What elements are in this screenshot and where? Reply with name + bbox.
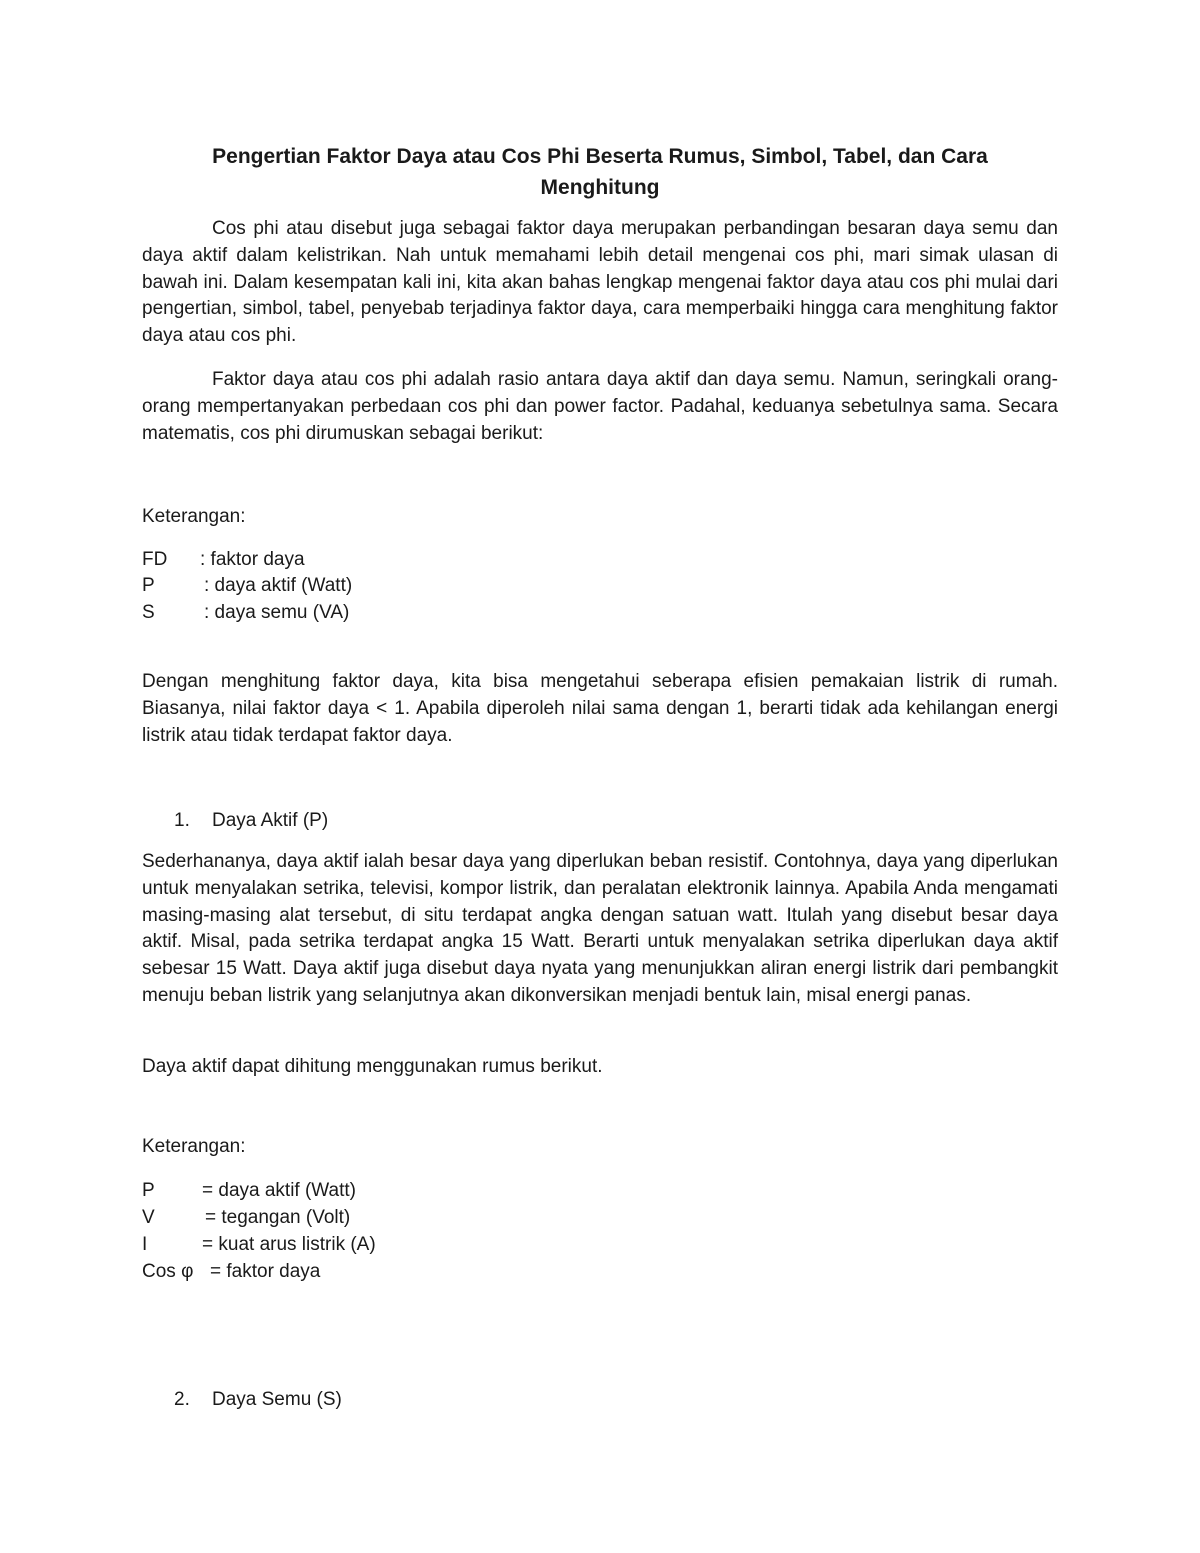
legend-definition: = faktor daya bbox=[210, 1261, 321, 1282]
list-number: 2. bbox=[174, 1389, 190, 1410]
legend-definition: = kuat arus listrik (A) bbox=[202, 1234, 376, 1255]
page-title bbox=[142, 141, 1058, 203]
active-power-paragraph: Sederhananya, daya aktif ialah besar daya yang diperlukan beban resistif. Contohnya, daya yang diperlukan untuk menyalakan setrika, televisi, kompor listrik, dan peralatan elektronik lainnya. Apabila Anda mengamati masing-masing alat tersebut, di situ terdapat angka dengan satuan watt. Itulah yang disebut besar daya aktif. Misal, pada setrika terdapat angka 15 Watt. Berarti untuk menyalakan setrika diperlukan daya aktif sebesar 15 Watt. Daya aktif juga disebut daya nyata yang menunjukkan aliran energi listrik dari pembangkit menuju beban listrik yang selanjutnya akan dikonversikan menjadi bentuk lain, misal energi panas. bbox=[142, 851, 1058, 1006]
legend-definition: : daya semu (VA) bbox=[204, 602, 350, 623]
legend-symbol: Cos φ bbox=[142, 1261, 194, 1282]
legend-symbol: V bbox=[142, 1207, 155, 1228]
section-heading-1 bbox=[174, 808, 328, 834]
section-heading-2 bbox=[174, 1387, 342, 1413]
legend-definition: : faktor daya bbox=[200, 549, 305, 570]
formula-intro: Daya aktif dapat dihitung menggunakan rumus berikut. bbox=[142, 1056, 603, 1077]
legend-symbol: S bbox=[142, 602, 155, 623]
legend-definition: : daya aktif (Watt) bbox=[204, 575, 353, 596]
title-line-1: Pengertian Faktor Daya atau Cos Phi Beserta Rumus, Simbol, Tabel, dan Cara bbox=[212, 145, 988, 168]
legend-definition: = daya aktif (Watt) bbox=[202, 1180, 356, 1201]
keterangan-label-1: Keterangan: bbox=[142, 506, 246, 527]
legend-symbol: FD bbox=[142, 549, 168, 570]
definition-paragraph: Faktor daya atau cos phi adalah rasio antara daya aktif dan daya semu. Namun, seringkali orang-orang mempertanyakan perbedaan cos phi dan power factor. Padahal, keduanya sebetulnya sama. Secara matematis, cos phi dirumuskan sebagai berikut: bbox=[142, 369, 1058, 444]
legend-symbol: P bbox=[142, 1180, 155, 1201]
intro-paragraph: Cos phi atau disebut juga sebagai faktor daya merupakan perbandingan besaran daya semu dan daya aktif dalam kelistrikan. Nah untuk memahami lebih detail mengenai cos phi, mari simak ulasan di bawah ini. Dalam kesempatan kali ini, kita akan bahas lengkap mengenai faktor daya atau cos phi mulai dari pengertian, simbol, tabel, penyebab terjadinya faktor daya, cara memperbaiki hingga cara menghitung faktor daya atau cos phi. bbox=[142, 218, 1058, 347]
list-heading: Daya Semu (S) bbox=[212, 1389, 342, 1410]
legend-definition: = tegangan (Volt) bbox=[205, 1207, 351, 1228]
list-number: 1. bbox=[174, 810, 190, 831]
efficiency-paragraph: Dengan menghitung faktor daya, kita bisa mengetahui seberapa efisien pemakaian listrik di rumah. Biasanya, nilai faktor daya < 1. Apabila diperoleh nilai sama dengan 1, berarti tidak ada kehilangan energi listrik atau tidak terdapat faktor daya. bbox=[142, 671, 1058, 746]
title-line-2: Menghitung bbox=[540, 176, 660, 199]
keterangan-label-2: Keterangan: bbox=[142, 1136, 246, 1157]
list-heading: Daya Aktif (P) bbox=[212, 810, 329, 831]
legend-symbol: P bbox=[142, 575, 155, 596]
legend-symbol: I bbox=[142, 1234, 148, 1255]
